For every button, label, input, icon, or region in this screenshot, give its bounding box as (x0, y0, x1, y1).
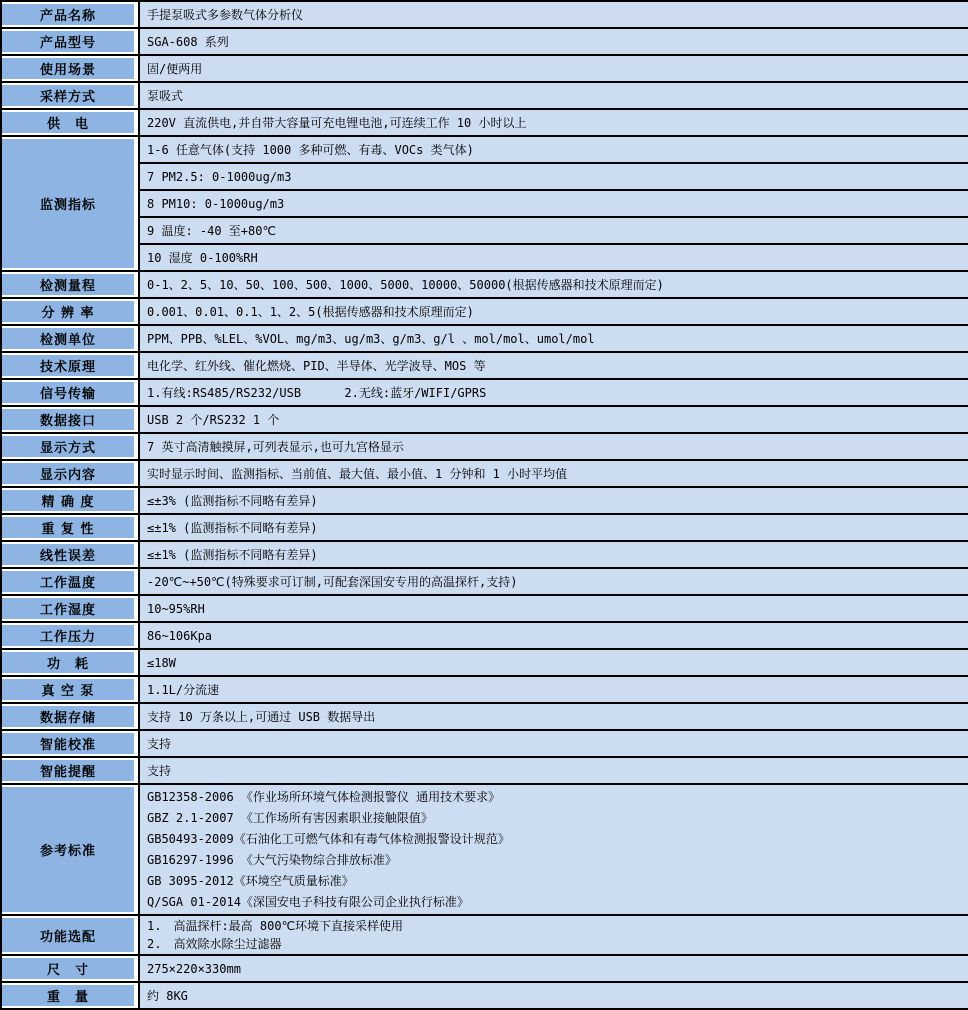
row-value: 泵吸式 (147, 89, 184, 103)
row-label-resolution: 分 辨 率 (2, 299, 138, 324)
row-value: SGA-608 系列 (147, 35, 229, 49)
table-row-monitoring-indicators (2, 137, 968, 272)
table-row-product-model (2, 29, 968, 56)
table-row-weight (2, 983, 968, 1010)
value-line: 1. 高温探杆:最高 800℃环境下直接采样使用 (147, 919, 404, 934)
row-value-col (138, 983, 968, 1008)
value-line: GBZ 2.1-2007 《工作场所有害因素职业接触限值》 (147, 811, 433, 825)
row-label-accuracy: 精 确 度 (2, 488, 138, 513)
row-value: 86~106Kpa (147, 628, 213, 643)
row-sub-value: 10 湿度 0-100%RH (147, 251, 258, 265)
row-value: 10~95%RH (147, 601, 205, 616)
row-sub-value: 7 PM2.5: 0-1000ug/m3 (140, 164, 968, 191)
row-value: ≤18W (147, 655, 176, 670)
row-value-col (138, 731, 968, 756)
row-value: 1.1L/分流速 (147, 683, 220, 697)
row-value-col (138, 956, 968, 981)
row-value: 电化学、红外线、催化燃烧、PID、半导体、光学波导、MOS 等 (147, 359, 486, 373)
row-value-col (138, 110, 968, 135)
row-label-smart-reminder: 智能提醒 (2, 758, 138, 783)
value-line: GB16297-1996 《大气污染物综合排放标准》 (147, 853, 397, 867)
row-value: 固/便两用 (147, 62, 203, 76)
table-row-dimensions (2, 956, 968, 983)
table-row-smart-reminder (2, 758, 968, 785)
row-label-product-name: 产品名称 (2, 2, 138, 27)
row-value-col (138, 407, 968, 432)
row-label-technical-principle: 技术原理 (2, 353, 138, 378)
row-label-product-model: 产品型号 (2, 29, 138, 54)
row-value: 支持 10 万条以上,可通过 USB 数据导出 (147, 710, 376, 724)
row-label-working-pressure: 工作压力 (2, 623, 138, 648)
row-value: 0-1、2、5、10、50、100、500、1000、5000、10000、50000(根据传感器和技术原理而定) (147, 278, 664, 292)
value-line: Q/SGA 01-2014《深国安电子科技有限公司企业执行标准》 (147, 895, 469, 909)
row-value: USB 2 个/RS232 1 个 (147, 413, 280, 427)
row-value-col (138, 704, 968, 729)
table-row-repeatability (2, 515, 968, 542)
value-line: 2. 高效除水除尘过滤器 (147, 936, 282, 951)
table-row-technical-principle (2, 353, 968, 380)
row-value: 手提泵吸式多参数气体分析仪 (147, 8, 304, 22)
row-value-col (138, 758, 968, 783)
table-row-power-supply (2, 110, 968, 137)
table-row-data-storage (2, 704, 968, 731)
row-value-col (138, 623, 968, 648)
table-row-sampling-method (2, 83, 968, 110)
row-label-smart-calibration: 智能校准 (2, 731, 138, 756)
table-row-display-mode (2, 434, 968, 461)
row-value: -20℃~+50℃(特殊要求可订制,可配套深国安专用的高温探杆,支持) (147, 575, 518, 589)
row-value-col (138, 29, 968, 54)
table-row-data-interface (2, 407, 968, 434)
row-value-col (138, 542, 968, 567)
row-value-lines (140, 785, 968, 914)
value-line: GB12358-2006 《作业场所环境气体检测报警仪 通用技术要求》 (147, 790, 501, 804)
row-label-power-supply: 供 电 (2, 110, 138, 135)
row-value-lines (140, 916, 968, 954)
row-value: ≤±3% (监测指标不同略有差异) (147, 494, 318, 508)
row-label-power-consumption: 功 耗 (2, 650, 138, 675)
table-row-signal-transmission (2, 380, 968, 407)
row-value-col (138, 596, 968, 621)
table-row-power-consumption (2, 650, 968, 677)
row-sub-value: 9 温度: -40 至+80℃ (140, 218, 968, 245)
row-label-working-humidity: 工作湿度 (2, 596, 138, 621)
row-value: 实时显示时间、监测指标、当前值、最大值、最小值、1 分钟和 1 小时平均值 (147, 467, 568, 481)
row-label-monitoring-indicators: 监测指标 (2, 137, 138, 270)
row-value: PPM、PPB、%LEL、%VOL、mg/m3、ug/m3、g/m3、g/l 、mol/mol、umol/mol (147, 332, 595, 346)
row-value-col (138, 569, 968, 594)
row-label-detection-unit: 检测单位 (2, 326, 138, 351)
table-row-resolution (2, 299, 968, 326)
table-row-optional-features (2, 916, 968, 956)
table-row-detection-range (2, 272, 968, 299)
row-value-col (138, 785, 968, 914)
row-value-col (138, 326, 968, 351)
table-row-smart-calibration (2, 731, 968, 758)
row-sub-value: 8 PM10: 0-1000ug/m3 (140, 191, 968, 218)
row-label-weight: 重 量 (2, 983, 138, 1008)
row-value-col (138, 299, 968, 324)
row-value: 支持 (147, 764, 172, 778)
row-label-vacuum-pump: 真 空 泵 (2, 677, 138, 702)
row-value-col (138, 2, 968, 27)
row-value: 275×220×330mm (147, 961, 241, 976)
row-label-reference-standards: 参考标准 (2, 785, 138, 914)
row-label-sampling-method: 采样方式 (2, 83, 138, 108)
table-row-working-temperature (2, 569, 968, 596)
row-value: 7 英寸高清触摸屏,可列表显示,也可九宫格显示 (147, 440, 404, 454)
row-label-dimensions: 尺 寸 (2, 956, 138, 981)
table-row-product-name (2, 2, 968, 29)
row-label-working-temperature: 工作温度 (2, 569, 138, 594)
table-row-usage-scenario (2, 56, 968, 83)
row-value-col (138, 272, 968, 297)
row-value-col (138, 353, 968, 378)
table-row-working-humidity (2, 596, 968, 623)
row-value-col (138, 434, 968, 459)
row-value-col (138, 380, 968, 405)
value-line: GB50493-2009《石油化工可燃气体和有毒气体检测报警设计规范》 (147, 832, 510, 846)
row-label-optional-features: 功能选配 (2, 916, 138, 954)
row-value-col (138, 515, 968, 540)
row-value-col (138, 488, 968, 513)
table-row-display-content (2, 461, 968, 488)
table-row-reference-standards (2, 785, 968, 916)
table-row-accuracy (2, 488, 968, 515)
row-label-display-content: 显示内容 (2, 461, 138, 486)
row-value: 支持 (147, 737, 172, 751)
table-row-working-pressure (2, 623, 968, 650)
row-value: 约 8KG (147, 989, 188, 1003)
row-value: ≤±1% (监测指标不同略有差异) (147, 521, 318, 535)
row-value-col (138, 461, 968, 486)
row-label-detection-range: 检测量程 (2, 272, 138, 297)
row-label-signal-transmission: 信号传输 (2, 380, 138, 405)
row-value: 0.001、0.01、0.1、1、2、5(根据传感器和技术原理而定) (147, 305, 474, 319)
row-label-usage-scenario: 使用场景 (2, 56, 138, 81)
row-value-col (138, 56, 968, 81)
row-label-display-mode: 显示方式 (2, 434, 138, 459)
row-value-col (138, 137, 968, 270)
row-value-col (138, 916, 968, 954)
table-row-detection-unit (2, 326, 968, 353)
row-value: 1.有线:RS485/RS232/USB 2.无线:蓝牙/WIFI/GPRS (147, 386, 487, 400)
row-sub-value: 1-6 任意气体(支持 1000 多种可燃、有毒、VOCs 类气体) (140, 137, 968, 164)
row-label-data-interface: 数据接口 (2, 407, 138, 432)
row-label-linearity-error: 线性误差 (2, 542, 138, 567)
row-value-col (138, 677, 968, 702)
row-label-repeatability: 重 复 性 (2, 515, 138, 540)
row-label-data-storage: 数据存储 (2, 704, 138, 729)
row-value-col (138, 650, 968, 675)
row-value: ≤±1% (监测指标不同略有差异) (147, 548, 318, 562)
value-line: GB 3095-2012《环境空气质量标准》 (147, 874, 354, 888)
table-row-linearity-error (2, 542, 968, 569)
row-value-col (138, 83, 968, 108)
row-value: 220V 直流供电,并自带大容量可充电锂电池,可连续工作 10 小时以上 (147, 116, 527, 130)
table-row-vacuum-pump (2, 677, 968, 704)
